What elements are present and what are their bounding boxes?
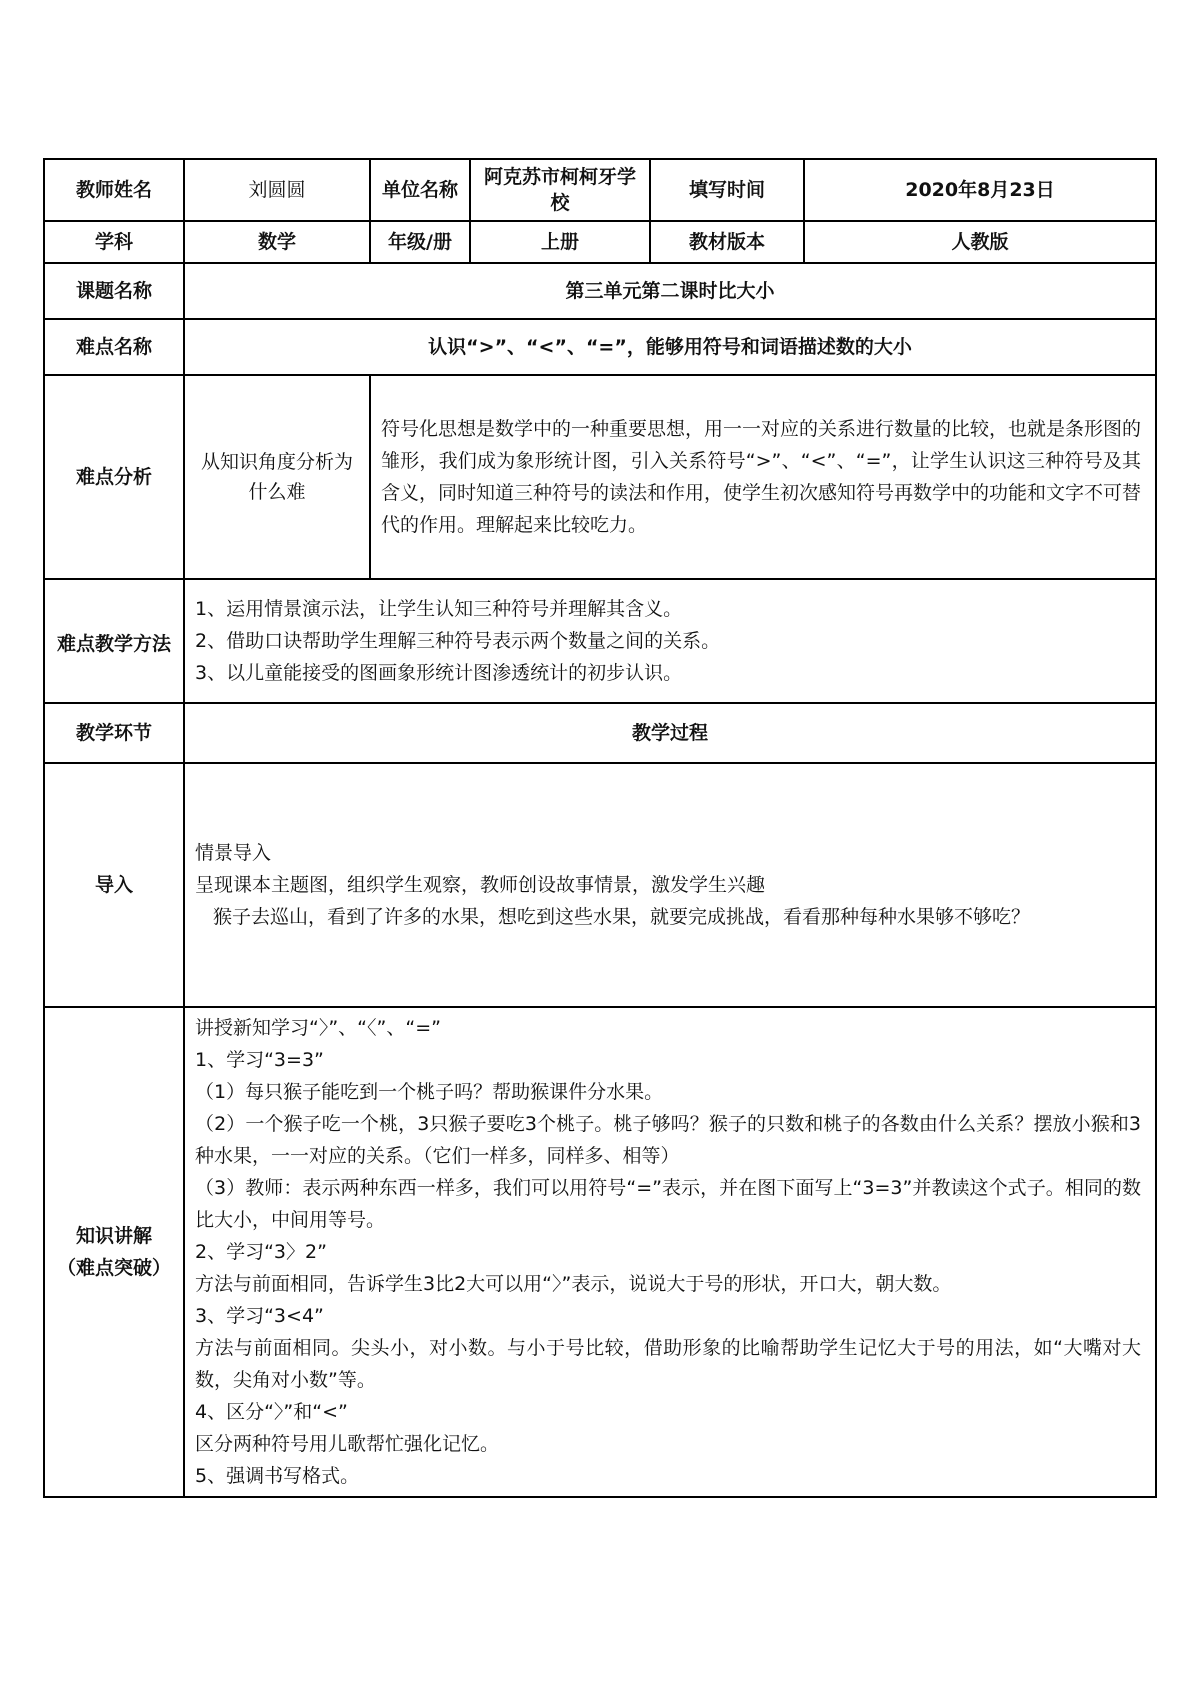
process-header-row — [44, 703, 1156, 763]
lesson-plan-table — [43, 158, 1157, 1498]
unit-value: 阿克苏市柯柯牙学校 — [470, 159, 650, 221]
process-stage-label: 教学环节 — [44, 703, 184, 763]
intro-line-3: 猴子去巡山，看到了许多的水果，想吃到这些水果，就要完成挑战，看看那种每种水果够不够吃？ — [213, 906, 1031, 928]
methods-label: 难点教学方法 — [44, 579, 184, 703]
teacher-value: 刘圆圆 — [184, 159, 370, 221]
knowledge-label: 知识讲解 — [75, 1225, 152, 1247]
methods-row — [44, 579, 1156, 703]
knowledge-row — [44, 1007, 1156, 1497]
knowledge-line-4: （2）一个猴子吃一个桃，3只猴子要吃3个桃子。桃子够吗？猴子的只数和桃子的各数由什么关系？摆放小猴和3种水果，一一对应的关系。（它们一样多，同样多、相等） — [195, 1113, 1141, 1167]
knowledge-line-2: 1、学习“3=3” — [195, 1049, 324, 1071]
intro-label: 导入 — [44, 763, 184, 1007]
subject-value: 数学 — [184, 221, 370, 263]
grade-value: 上册 — [470, 221, 650, 263]
info-row-1 — [44, 159, 1156, 221]
knowledge-line-1: 讲授新知学习“〉”、“〈”、“=” — [195, 1017, 441, 1039]
edition-label: 教材版本 — [650, 221, 804, 263]
knowledge-line-11: 区分两种符号用儿歌帮忙强化记忆。 — [195, 1433, 500, 1455]
analysis-text: 符号化思想是数学中的一种重要思想，用一一对应的关系进行数量的比较，也就是条形图的雏形，我们成为象形统计图，引入关系符号“>”、“<”、“=”，让学生认识这三种符号及其含义，同时知道三种符号的读法和作用，使学生初次感知符号再数学中的功能和文字不可替代的作用。理解起来比较吃力。 — [381, 418, 1142, 536]
topic-label: 课题名称 — [44, 263, 184, 319]
knowledge-line-8: 3、学习“3<4” — [195, 1305, 324, 1327]
knowledge-line-5: （3）教师：表示两种东西一样多，我们可以用符号“=”表示，并在图下面写上“3=3”并教读这个式子。相同的数比大小，中间用等号。 — [195, 1177, 1141, 1231]
knowledge-sub-label: （难点突破） — [56, 1257, 171, 1279]
teacher-label: 教师姓名 — [44, 159, 184, 221]
difficulty-row — [44, 319, 1156, 375]
method-item-3: 3、以儿童能接受的图画象形统计图渗透统计的初步认识。 — [195, 662, 683, 684]
topic-value: 第三单元第二课时比大小 — [184, 263, 1156, 319]
grade-label: 年级/册 — [370, 221, 470, 263]
subject-label: 学科 — [44, 221, 184, 263]
date-label: 填写时间 — [650, 159, 804, 221]
difficulty-label: 难点名称 — [44, 319, 184, 375]
method-item-1: 1、运用情景演示法，让学生认知三种符号并理解其含义。 — [195, 598, 683, 620]
knowledge-line-9: 方法与前面相同。尖头小，对小数。与小于号比较，借助形象的比喻帮助学生记忆大于号的用法，如“大嘴对大数，尖角对小数”等。 — [195, 1337, 1141, 1391]
knowledge-line-12: 5、强调书写格式。 — [195, 1465, 360, 1487]
knowledge-line-7: 方法与前面相同，告诉学生3比2大可以用“〉”表示，说说大于号的形状，开口大，朝大数。 — [195, 1273, 952, 1295]
topic-row — [44, 263, 1156, 319]
intro-line-2: 呈现课本主题图，组织学生观察，教师创设故事情景，激发学生兴趣 — [195, 874, 766, 896]
process-label: 教学过程 — [184, 703, 1156, 763]
method-item-2: 2、借助口诀帮助学生理解三种符号表示两个数量之间的关系。 — [195, 630, 721, 652]
knowledge-line-6: 2、学习“3〉2” — [195, 1241, 327, 1263]
info-row-2 — [44, 221, 1156, 263]
analysis-label: 难点分析 — [44, 375, 184, 579]
difficulty-value: 认识“>”、“<”、“=”，能够用符号和词语描述数的大小 — [184, 319, 1156, 375]
date-value: 2020年8月23日 — [804, 159, 1156, 221]
analysis-sub-label: 从知识角度分析为什么难 — [184, 375, 370, 579]
analysis-row — [44, 375, 1156, 579]
intro-row — [44, 763, 1156, 1007]
knowledge-line-10: 4、区分“〉”和“<” — [195, 1401, 348, 1423]
knowledge-line-3: （1）每只猴子能吃到一个桃子吗？帮助猴课件分水果。 — [195, 1081, 664, 1103]
edition-value: 人教版 — [804, 221, 1156, 263]
unit-label: 单位名称 — [370, 159, 470, 221]
intro-line-1: 情景导入 — [195, 842, 272, 864]
